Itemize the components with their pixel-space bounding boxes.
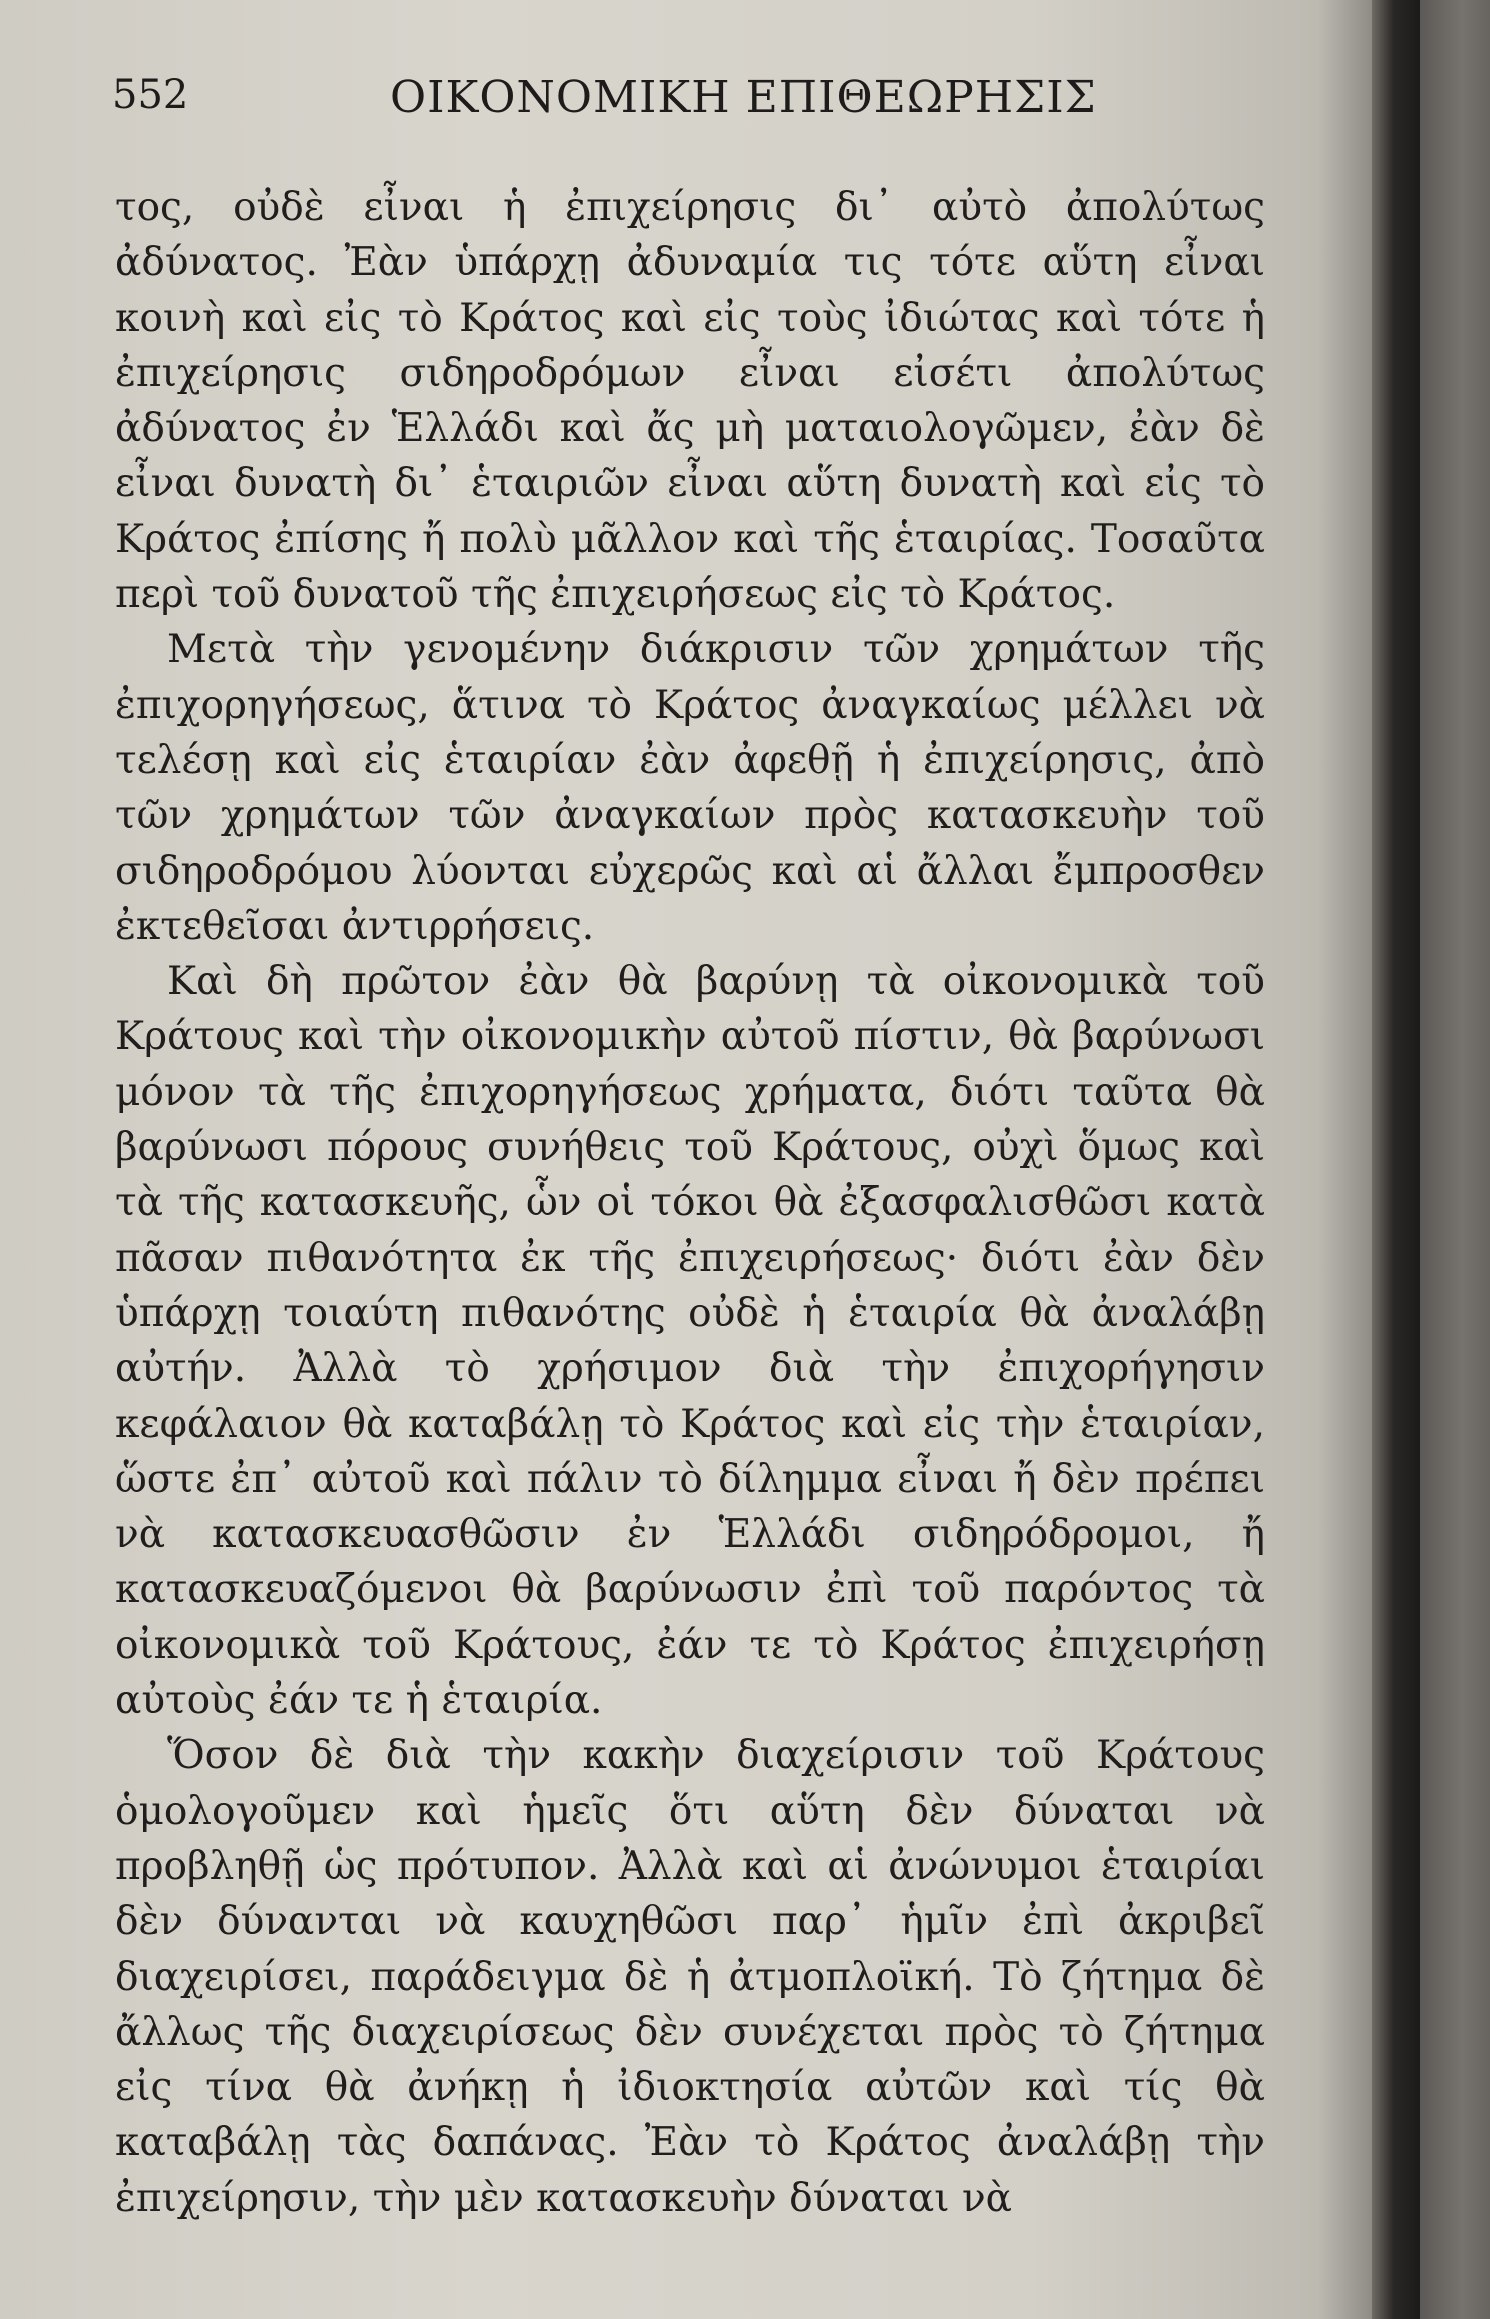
page-number: 552	[112, 72, 189, 118]
book-gutter-shadow	[1372, 0, 1420, 2319]
paragraph-1: τος, οὐδὲ εἶναι ἡ ἐπιχείρησις δι᾽ αὐτὸ ἀπολύτως ἀδύνατος. Ἐὰν ὑπάρχῃ ἀδυναμία τις τότε αὕτη εἶναι κοινὴ καὶ εἰς τὸ Κράτος καὶ εἰς τοὺς ἰδιώτας καὶ τότε ἡ ἐπιχείρησις σιδηροδρόμων εἶναι εἰσέτι ἀπολύτως ἀδύνατος ἐν Ἑλλάδι καὶ ἄς μὴ ματαιολογῶμεν, ἐὰν δὲ εἶναι δυνατὴ δι᾽ ἑταιριῶν εἶναι αὕτη δυνατὴ καὶ εἰς τὸ Κράτος ἐπίσης ἤ πολὺ μᾶλλον καὶ τῆς ἑταιρίας. Τοσαῦτα περὶ τοῦ δυνατοῦ τῆς ἐπιχειρήσεως εἰς τὸ Κράτος.	[115, 185, 1265, 618]
paragraph-4: Ὅσον δὲ διὰ τὴν κακὴν διαχείρισιν τοῦ Κράτους ὁμολογοῦμεν καὶ ἡμεῖς ὅτι αὕτη δὲν δύναται νὰ προβληθῇ ὡς πρότυπον. Ἀλλὰ καὶ αἱ ἀνώνυμοι ἑταιρίαι δὲν δύνανται νὰ καυχηθῶσι παρ᾽ ἡμῖν ἐπὶ ἀκριβεῖ διαχειρίσει, παράδειγμα δὲ ἡ ἀτμοπλοϊκή. Τὸ ζήτημα δὲ ἄλλως τῆς διαχειρίσεως δὲν συνέχεται πρὸς τὸ ζήτημα εἰς τίνα θὰ ἀνήκῃ ἡ ἰδιοκτησία αὐτῶν καὶ τίς θὰ καταβάλῃ τὰς δαπάνας. Ἐὰν τὸ Κράτος ἀναλάβῃ τὴν ἐπιχείρησιν, τὴν μὲν κατασκευὴν δύναται νὰ	[115, 1733, 1265, 2221]
facing-page-edge	[1420, 0, 1490, 2319]
body-text	[115, 180, 1265, 2226]
running-title: ΟΙΚΟΝΟΜΙΚΗ ΕΠΙΘΕΩΡΗΣΙΣ	[390, 72, 1097, 123]
paragraph-2: Μετὰ τὴν γενομένην διάκρισιν τῶν χρημάτων τῆς ἐπιχορηγήσεως, ἅτινα τὸ Κράτος ἀναγκαίως μέλλει νὰ τελέσῃ καὶ εἰς ἑταιρίαν ἐὰν ἀφεθῇ ἡ ἐπιχείρησις, ἀπὸ τῶν χρημάτων τῶν ἀναγκαίων πρὸς κατασκευὴν τοῦ σιδηροδρόμου λύονται εὐχερῶς καὶ αἱ ἄλλαι ἔμπροσθεν ἐκτεθεῖσαι ἀντιρρήσεις.	[115, 627, 1265, 949]
paragraph-3: Καὶ δὴ πρῶτον ἐὰν θὰ βαρύνῃ τὰ οἰκονομικὰ τοῦ Κράτους καὶ τὴν οἰκονομικὴν αὐτοῦ πίστιν, θὰ βαρύνωσι μόνον τὰ τῆς ἐπιχορηγήσεως χρήματα, διότι ταῦτα θὰ βαρύνωσι πόρους συνήθεις τοῦ Κράτους, οὐχὶ ὅμως καὶ τὰ τῆς κατασκευῆς, ὧν οἱ τόκοι θὰ ἐξασφαλισθῶσι κατὰ πᾶσαν πιθανότητα ἐκ τῆς ἐπιχειρήσεως· διότι ἐὰν δὲν ὑπάρχῃ τοιαύτη πιθανότης οὐδὲ ἡ ἑταιρία θὰ ἀναλάβῃ αὐτήν. Ἀλλὰ τὸ χρήσιμον διὰ τὴν ἐπιχορήγησιν κεφάλαιον θὰ καταβάλῃ τὸ Κράτος καὶ εἰς τὴν ἑταιρίαν, ὥστε ἐπ᾽ αὐτοῦ καὶ πάλιν τὸ δίλημμα εἶναι ἤ δὲν πρέπει νὰ κατασκευασθῶσιν ἐν Ἑλλάδι σιδηρόδρομοι, ἤ κατασκευαζόμενοι θὰ βαρύνωσιν ἐπὶ τοῦ παρόντος τὰ οἰκονομικὰ τοῦ Κράτους, ἐάν τε τὸ Κράτος ἐπιχειρήσῃ αὐτοὺς ἐάν τε ἡ ἑταιρία.	[115, 959, 1265, 1724]
page-header	[112, 64, 1272, 134]
